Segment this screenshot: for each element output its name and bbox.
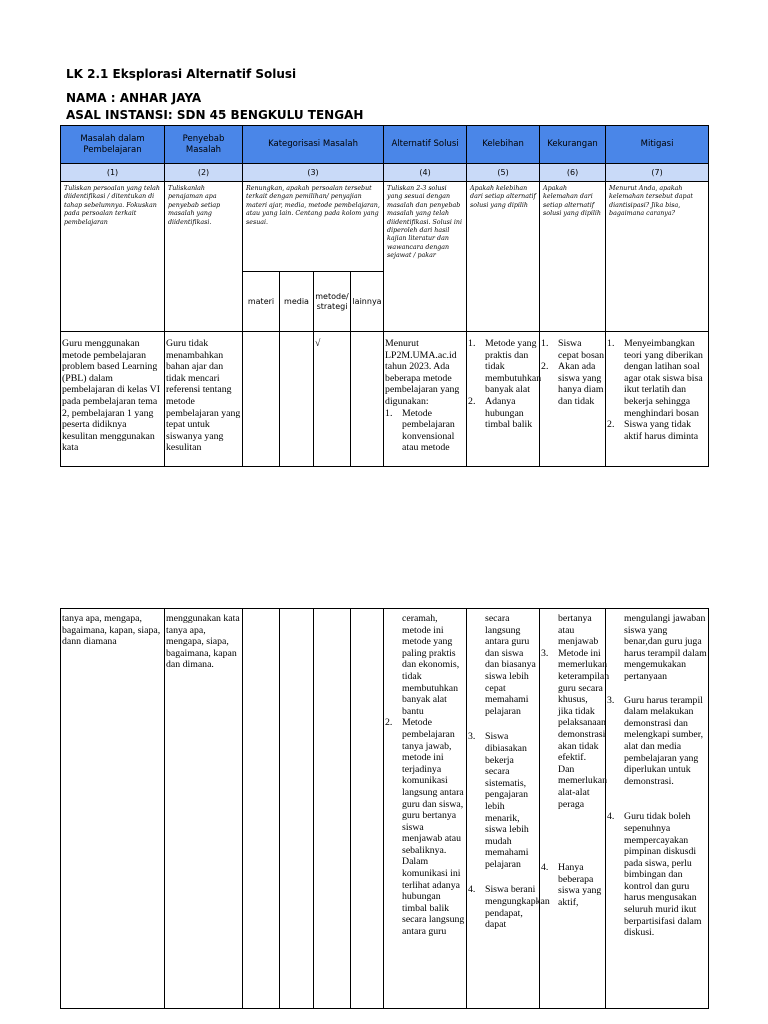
list-item (541, 361, 604, 407)
cell-masalah: tanya apa, mengapa, bagaimana, kapan, siapa, dann diamana (61, 609, 165, 1009)
kategori-materi: materi (243, 272, 280, 332)
col-number: (2) (165, 164, 243, 182)
list-number: 2. (541, 361, 549, 373)
cell-metode (314, 609, 351, 1009)
col-number: (7) (606, 164, 709, 182)
instruction-kelebihan: Apakah kelebihan dari setiap alternatif solusi yang dipilih (467, 182, 540, 332)
list-text: secara langsung antara guru dan siswa dan biasanya siswa lebih cepat memahami pelajaran (485, 613, 536, 717)
list-number: 3. (541, 647, 549, 659)
kekurangan-list (541, 338, 604, 408)
solusi-list (385, 613, 465, 938)
header-kelebihan: Kelebihan (467, 126, 540, 164)
kategori-lainnya: lainnya (351, 272, 384, 332)
instruction-masalah: Tuliskan persoalan yang telah diidentifikasi / ditentukan di tahap sebelumnya. Fokuskan pada persoalan terkait pembelajaran (61, 182, 165, 332)
mitigasi-list (607, 613, 707, 939)
list-item (541, 613, 604, 648)
list-text: Siswa dibiasakan bekerja secara sistematis, pengajaran lebih menarik, siswa lebih mudah memahami pelajaran (485, 731, 529, 870)
col-number: (3) (243, 164, 384, 182)
list-item (385, 613, 465, 717)
list-text: bertanya atau menjawab (558, 613, 599, 648)
list-item (468, 338, 542, 396)
col-number: (4) (384, 164, 467, 182)
cell-media (280, 332, 314, 467)
number-row (61, 164, 709, 182)
list-text: Hanya beberapa siswa yang aktif, (558, 862, 602, 908)
list-text: Metode yang praktis dan tidak membutuhkan banyak alat (485, 338, 542, 396)
col-number: (5) (467, 164, 540, 182)
instruction-kategorisasi: Renungkan, apakah persoalan tersebut terkait dengan pemilihan/ penyajian materi ajar, media, metode pembelajaran, atau yang lain. Centang pada kolom yang sesuai. (243, 182, 384, 272)
list-spacer (607, 683, 707, 695)
list-item (385, 408, 465, 454)
kelebihan-list (468, 338, 542, 431)
solusi-list (385, 408, 465, 454)
list-text: Siswa cepat bosan (558, 338, 605, 361)
exploration-table-bottom (60, 608, 709, 1009)
cell-mitigasi (606, 609, 709, 1009)
cell-kelebihan (467, 332, 540, 467)
instruction-kekurangan: Apakah kelemahan dari setiap alternatif solusi yang dipilih (540, 182, 606, 332)
list-spacer (468, 717, 538, 731)
kekurangan-list (541, 613, 610, 908)
table-row (61, 609, 709, 1009)
instruction-penyebab: Tuliskanlah penajaman apa penyebab setiap masalah yang diidentifikasi. (165, 182, 243, 332)
list-number: 4. (468, 884, 476, 896)
list-spacer (541, 810, 604, 862)
table-row (61, 332, 709, 467)
list-number: 3. (468, 731, 476, 743)
kategori-metode: metode/ strategi (314, 272, 351, 332)
cell-lainnya (351, 609, 384, 1009)
col-number: (1) (61, 164, 165, 182)
cell-media (280, 609, 314, 1009)
list-text: Guru harus terampil dalam melakukan demonstrasi dan melengkapi sumber, alat dan media pembelajaran yang diperlukan untuk demonstrasi. (624, 694, 704, 787)
cell-masalah: Guru menggunakan metode pembelajaran problem based Learning (PBL) dalam pembelajaran di kelas VI pada pembelajaran tema 2, pembelajaran 1 yang peserta didiknya kesulitan menggunakan kata (61, 332, 165, 467)
list-number: 4. (607, 811, 615, 823)
header-alternatif-solusi: Alternatif Solusi (384, 126, 467, 164)
list-item (468, 884, 550, 931)
list-text: Guru tidak boleh sepenuhnya mempercayakan pimpinan diskusdi pada siswa, perlu bimbingan dan kontrol dan guru harus mengusakan seluruh murid ikut berpartisifasi dalam diskusi. (624, 811, 702, 939)
cell-solusi (384, 332, 467, 467)
cell-materi (243, 609, 280, 1009)
cell-solusi (384, 609, 467, 1009)
solusi-intro: Menurut LP2M.UMA.ac.id tahun 2023. Ada beberapa metode pembelajaran yang digunakan: (385, 338, 460, 407)
instruction-solusi: Tuliskan 2-3 solusi yang sesuai dengan masalah dan penyebab masalah yang telah diidentifikasi. Solusi ini diperoleh dari hasil kajian literatur dan wawancara dengan sejawat / pakar (384, 182, 467, 332)
doc-title: LK 2.1 Eksplorasi Alternatif Solusi (66, 67, 297, 81)
header-mitigasi: Mitigasi (606, 126, 709, 164)
list-text: Menyeimbangkan teori yang diberikan dengan latihan soal agar otak siswa bisa ikut terlatih dan bekerja sehingga menghindari bosan (624, 338, 703, 419)
header-row (61, 126, 709, 164)
list-item (541, 338, 604, 361)
list-spacer (468, 870, 538, 884)
list-text: mengulangi jawaban siswa yang benar,dan guru juga harus terampil dalam mengemukakan pertanyaan (624, 613, 707, 682)
exploration-table-top (60, 125, 709, 467)
list-item (607, 338, 707, 419)
list-text: Metode pembelajaran konvensional atau metode (402, 407, 455, 454)
header-kategorisasi: Kategorisasi Masalah (243, 126, 384, 164)
instruction-mitigasi: Menurut Anda, apakah kelemahan tersebut dapat diantisipasi? Jika bisa, bagaimana caranya? (606, 182, 709, 332)
list-number: 1. (541, 338, 549, 349)
list-number: 2. (468, 395, 476, 407)
header-kekurangan: Kekurangan (540, 126, 606, 164)
cell-kekurangan (540, 332, 606, 467)
col-number: (6) (540, 164, 606, 182)
cell-penyebab: Guru tidak menambahkan bahan ajar dan tidak mencari referensi tentang metode pembelajaran yang tepat untuk siswanya yang kesulitan (165, 332, 243, 467)
list-number: 2. (607, 419, 615, 431)
list-item (468, 613, 538, 717)
list-text: Metode ini memerlukan keterampilan guru secara khusus, jika tidak pelaksanaan demonstrasi akan tidak efektif. Dan memerlukan alat-alat peraga (558, 647, 610, 810)
kelebihan-list (468, 613, 550, 931)
list-number: 2. (385, 717, 393, 729)
list-number: 4. (541, 862, 549, 874)
cell-mitigasi (606, 332, 709, 467)
list-text: Akan ada siswa yang hanya diam dan tidak (558, 361, 604, 407)
list-item (607, 613, 707, 683)
mitigasi-list (607, 338, 707, 442)
list-item (541, 647, 610, 810)
check-mark: √ (315, 338, 321, 349)
instansi-line: ASAL INSTANSI: SDN 45 BENGKULU TENGAH (66, 108, 364, 122)
kategori-media: media (280, 272, 314, 332)
header-penyebab: Penyebab Masalah (165, 126, 243, 164)
list-number: 1. (468, 338, 476, 349)
list-item (607, 419, 707, 442)
cell-kelebihan (467, 609, 550, 1009)
list-text: ceramah, metode ini metode yang paling praktis dan ekonomis, tidak membutuhkan banyak alat bantu (402, 613, 460, 717)
list-text: Siswa berani mengungkapkan pendapat, dapat (485, 884, 550, 931)
list-text: Metode pembelajaran tanya jawab, metode ini terjadinya komunikasi langsung antara guru dan siswa, guru bertanya siswa menjawab atau sebaliknya. Dalam komunikasi ini terlihat adanya hubungan timbal balik secara langsung antara guru (402, 717, 465, 938)
cell-metode (314, 332, 351, 467)
list-text: Adanya hubungan timbal balik (485, 395, 533, 431)
name-line: NAMA : ANHAR JAYA (66, 91, 202, 105)
header-masalah: Masalah dalam Pembelajaran (61, 126, 165, 164)
cell-lainnya (351, 332, 384, 467)
list-number: 1. (385, 407, 393, 419)
list-item (607, 695, 707, 788)
list-item (541, 862, 604, 908)
list-item (607, 811, 707, 939)
list-item (385, 717, 465, 937)
list-spacer (607, 787, 707, 811)
list-number: 1. (607, 338, 615, 349)
cell-penyebab: menggunakan kata tanya apa, mengapa, siapa, bagaimana, kapan dan dimana. (165, 609, 243, 1009)
cell-materi (243, 332, 280, 467)
list-number: 3. (607, 694, 615, 706)
list-item (468, 396, 538, 431)
list-item (468, 731, 538, 870)
instruction-row (61, 182, 709, 272)
list-text: Siswa yang tidak aktif harus diminta (624, 419, 699, 442)
cell-kekurangan (540, 609, 610, 1009)
